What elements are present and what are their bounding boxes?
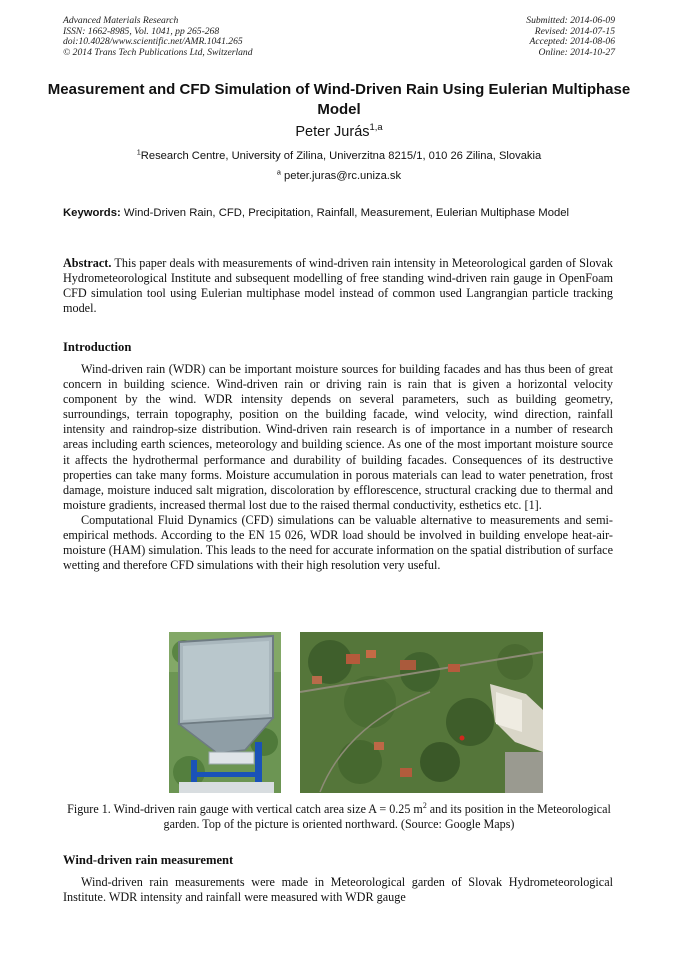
keywords xyxy=(63,206,613,221)
intro-paragraph: Computational Fluid Dynamics (CFD) simulations can be valuable alternative to measurements and semi-empirical methods. According to the EN 15 026, WDR load should be involved in building envelope heat-air-moisture (HAM) simulation. This leads to the need for accurate information on the spatial distribution of surface wetting and therefore CFD simulations with their high resolution very useful. xyxy=(63,512,613,573)
aerial-map-illustration xyxy=(300,632,543,793)
email-line xyxy=(0,167,678,182)
journal-header-right xyxy=(526,16,615,58)
copyright-line: © 2014 Trans Tech Publications Ltd, Switzerland xyxy=(63,46,253,58)
rain-gauge-photo xyxy=(169,632,281,793)
affiliation-text: Research Centre, University of Zilina, Univerzitna 8215/1, 010 26 Zilina, Slovakia xyxy=(140,150,542,162)
online-date: Online: 2014-10-27 xyxy=(538,46,615,58)
abstract-text: This paper deals with measurements of wind-driven rain intensity in Meteorological garden of Slovak Hydrometeorological Institute and subsequent modelling of free standing wind-driven rain gauge in OpenFoam CFD simulation tool using Eulerian multiphase model instead of common used Langrangian particle tracking model. xyxy=(63,256,614,316)
caption-sup: 2 xyxy=(422,800,427,810)
doi-line: doi:10.4028/www.scientific.net/AMR.1041.265 xyxy=(63,36,243,48)
figure-caption xyxy=(63,802,615,832)
revised-date: Revised: 2014-07-15 xyxy=(534,25,615,37)
journal-name: Advanced Materials Research xyxy=(63,15,179,26)
intro-paragraph: Wind-driven rain (WDR) can be important moisture sources for building facades and has thus been of great concern in building science. Wind-driven rain or driving rain is rain that is given a horizontal velocity component by the wind. WDR intensity depends on several parameters, such as building geometry, surroundings, terrain topography, position on the building facade, wind velocity, wind direction, rainfall intensity and raindrop-size distribution. Wind-driven rain research is of importance in a number of research areas including earth sciences, meteorology and building science. As one of the most important moisture source it affects the hydrothermal performance and durability of building facades. Consequences of its destructive properties can take many forms. Moisture accumulation in porous materials can lead to water penetration, frost damage, moisture induced salt migration, discoloration by efflorescence, structural cracking due to thermal and moisture gradients, increased thermal lost due to the raised thermal conductivity, esthetics etc. [1]. xyxy=(63,362,613,512)
journal-header-left xyxy=(63,16,253,58)
author-line xyxy=(0,121,678,140)
paper-title: Measurement and CFD Simulation of Wind-Driven Rain Using Eulerian Multiphase Model xyxy=(47,81,631,118)
keywords-text: Wind-Driven Rain, CFD, Precipitation, Rainfall, Measurement, Eulerian Multiphase Model xyxy=(123,207,570,219)
affiliation xyxy=(0,147,678,162)
keywords-label: Keywords: xyxy=(63,207,121,219)
abstract xyxy=(63,256,613,316)
issn-line: ISSN: 1662-8985, Vol. 1041, pp 265-268 xyxy=(63,25,220,37)
accepted-date: Accepted: 2014-08-06 xyxy=(529,36,615,48)
caption-post: and its position in the Meteorological garden. Top of the picture is oriented northward. (Source: Google Maps) xyxy=(163,802,611,831)
wdr-measurement-body xyxy=(63,875,613,905)
email-sup: a xyxy=(276,167,281,177)
abstract-label: Abstract. xyxy=(63,256,112,270)
introduction-body xyxy=(63,362,613,573)
caption-pre: Figure 1. Wind-driven rain gauge with vertical catch area size A = 0.25 m xyxy=(67,802,423,816)
wdr-paragraph: Wind-driven rain measurements were made in Meteorological garden of Slovak Hydrometeorological Institute. WDR intensity and rainfall were measured with WDR gauge xyxy=(63,875,613,905)
rain-gauge-illustration xyxy=(169,632,281,793)
wdr-measurement-heading: Wind-driven rain measurement xyxy=(63,853,234,867)
email-address[interactable]: peter.juras@rc.uniza.sk xyxy=(284,170,402,182)
submitted-date: Submitted: 2014-06-09 xyxy=(526,15,615,26)
aerial-map-photo xyxy=(300,632,543,793)
affiliation-sup: 1 xyxy=(136,147,141,157)
author-sup: 1,a xyxy=(369,121,383,133)
introduction-heading: Introduction xyxy=(63,340,132,354)
author-name: Peter Jurás xyxy=(295,124,370,140)
